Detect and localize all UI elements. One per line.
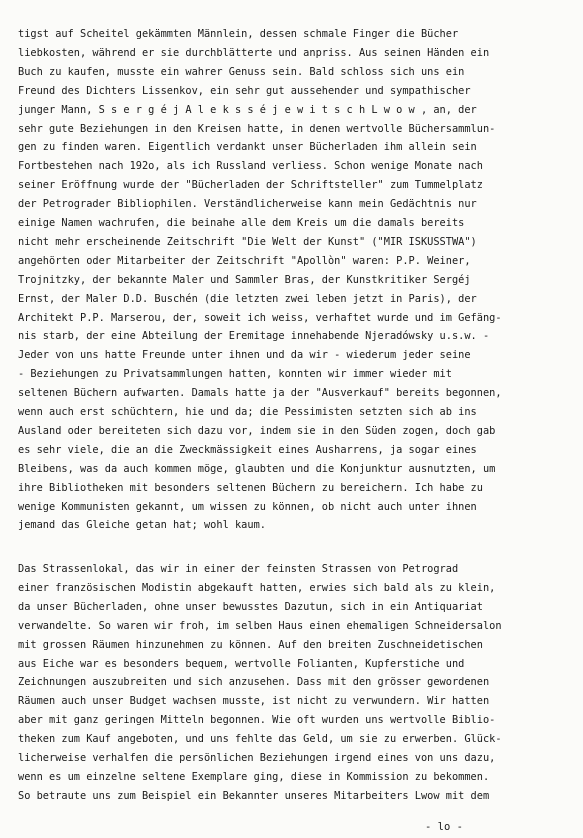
text-line: der Petrograder Bibliophilen. Verständlicherweise kann mein Gedächtnis nur <box>18 198 477 211</box>
text-line: ihre Bibliotheken mit besonders seltenen Büchern zu bereichern. Ich habe zu <box>18 481 483 494</box>
text-line: Zeichnungen auszubreiten und sich anzusehen. Dass mit den grösser gewordenen <box>18 676 490 689</box>
text-line: wenn es um einzelne seltene Exemplare ging, diese in Kommission zu bekommen. <box>18 770 490 783</box>
text-line: liebkosten, während er sie durchblätterte und anpriss. Aus seinen Händen ein <box>18 46 490 59</box>
text-line: es sehr viele, die an die Zweckmässigkeit eines Ausharrens, ja sogar eines <box>18 443 477 456</box>
text-line: Ausland oder bereiteten sich dazu vor, indem sie in den Süden zogen, doch gab <box>18 424 496 437</box>
text-line: wenige Kommunisten gekannt, um wissen zu können, ob nicht auch unter ihnen <box>18 500 477 513</box>
text-line: Freund des Dichters Lissenkov, ein sehr gut aussehender und sympathischer <box>18 84 471 97</box>
text-line: Buch zu kaufen, musste ein wahrer Genuss sein. Bald schloss sich uns ein <box>18 65 465 78</box>
text-line: mit grossen Räumen hinzunehmen zu können. Auf den breiten Zuschneidetischen <box>18 638 483 651</box>
text-line: da unser Bücherladen, ohne unser bewusstes Dazutun, sich in ein Antiquariat <box>18 600 483 613</box>
text-line: angehörten oder Mitarbeiter der Zeitschrift "Apollòn" waren: P.P. Weiner, <box>18 254 471 267</box>
text-line: junger Mann, S s e r g é j A l e k s s é j e w i t s c h L w o w , an, der <box>18 103 477 116</box>
text-line: nicht mehr erscheinende Zeitschrift "Die Welt der Kunst" ("MIR ISKUSSTWA") <box>18 235 477 248</box>
text-line: einige Namen wachrufen, die beinahe alle dem Kreis um die damals bereits <box>18 217 465 229</box>
text-line: Fortbestehen nach 192o, als ich Russland verliess. Schon wenige Monate nach <box>18 160 483 173</box>
text-line: wenn auch erst schüchtern, hie und da; die Pessimisten setzten sich ab ins <box>18 406 477 418</box>
text-line: licherweise verhalfen die persönlichen Beziehungen irgend eines von uns dazu, <box>18 752 496 764</box>
text-line: Jeder von uns hatte Freunde unter ihnen und da wir - wiederum jeder seine <box>18 349 471 362</box>
text-line: So betraute uns zum Beispiel ein Bekannter unseres Mitarbeiters Lwow mit dem <box>18 789 490 802</box>
text-line: theken zum Kauf angeboten, und uns fehlte das Geld, um sie zu erwerben. Glück- <box>18 733 502 746</box>
text-line: verwandelte. So waren wir froh, im selben Haus einen ehemaligen Schneidersalon <box>18 619 502 632</box>
page-number: - lo - <box>425 821 463 833</box>
text-line: nis starb, der eine Abteilung der Eremitage innehabende Njeradówsky u.s.w. - <box>18 330 490 343</box>
text-line: tigst auf Scheitel gekämmten Männlein, dessen schmale Finger die Bücher <box>18 28 459 40</box>
text-line: aber mit ganz geringen Mitteln begonnen. Wie oft wurden uns wertvolle Biblio- <box>18 714 496 727</box>
text-line: sehr gute Beziehungen in den Kreisen hatte, in denen wertvolle Büchersammlun- <box>18 122 496 135</box>
text-line: aus Eiche war es besonders bequem, wertvolle Folianten, Kupferstiche und <box>18 657 465 670</box>
text-line: Bleibens, was da auch kommen möge, glaubten und die Konjunktur ausnutzten, um <box>18 462 496 475</box>
text-line: gen zu finden waren. Eigentlich verdankt unser Bücherladen ihm allein sein <box>18 141 477 154</box>
text-line: jemand das Gleiche getan hat; wohl kaum. <box>18 519 266 532</box>
text-line: - Beziehungen zu Privatsammlungen hatten, konnten wir immer wieder mit <box>18 368 452 381</box>
text-line: seltenen Büchern aufwarten. Damals hatte ja der "Ausverkauf" bereits begonnen, <box>18 387 502 400</box>
text-line: einer französischen Modistin abgekauft hatten, erwies sich bald als zu klein, <box>18 581 496 594</box>
text-line: Trojnitzky, der bekannte Maler und Sammler Bras, der Kunstkritiker Sergéj <box>18 273 471 286</box>
text-line: Ernst, der Maler D.D. Buschén (die letzten zwei leben jetzt in Paris), der <box>18 292 477 305</box>
text-line: Das Strassenlokal, das wir in einer der feinsten Strassen von Petrograd <box>18 563 459 575</box>
text-line: Räumen auch unser Budget wachsen musste, ist nicht zu verwundern. Wir hatten <box>18 695 490 708</box>
text-line: seiner Eröffnung wurde der "Bücherladen der Schriftsteller" zum Tummelplatz <box>18 179 483 192</box>
text-line: Architekt P.P. Marserou, der, soweit ich weiss, verhaftet wurde und im Gefäng- <box>18 311 502 324</box>
